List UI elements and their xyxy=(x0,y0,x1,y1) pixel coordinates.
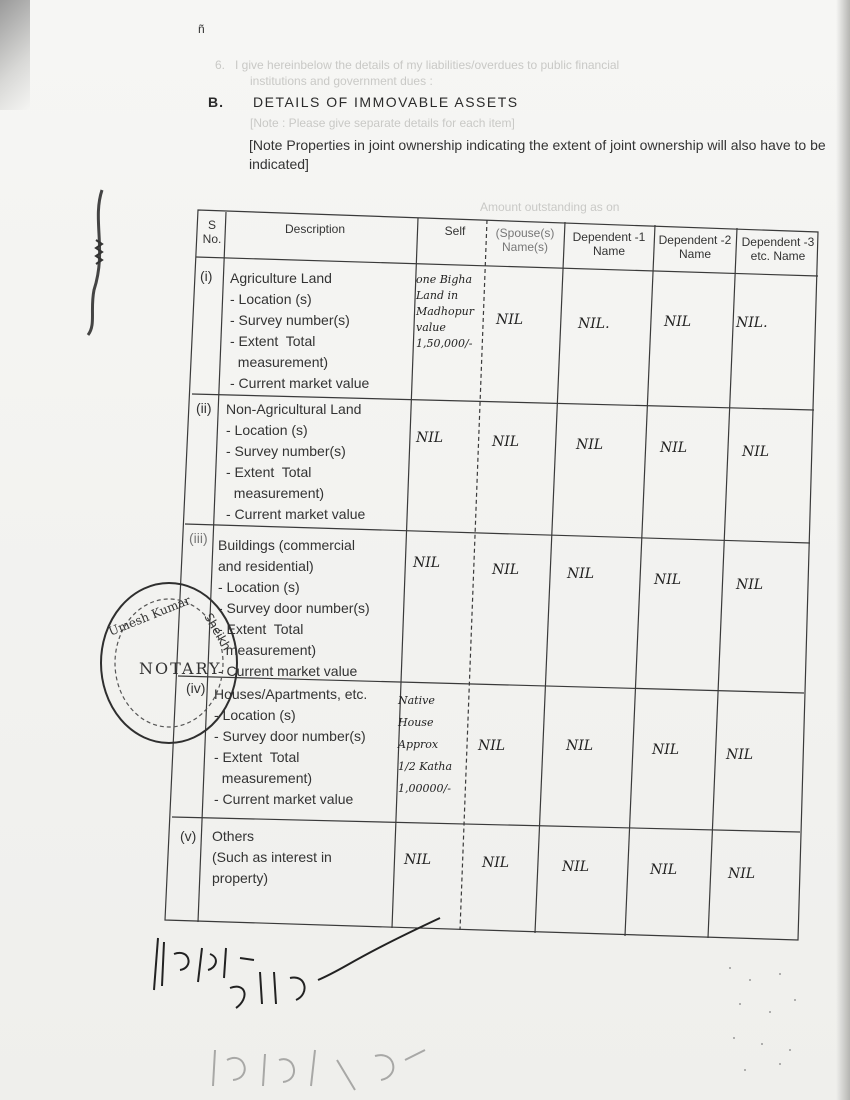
row-4-self: Native House Approx 1/2 Katha 1,00000/- xyxy=(398,694,453,795)
row-1-dependent-3: NIL. xyxy=(736,315,768,331)
stamp-side-text: Sheikh xyxy=(201,610,234,653)
faint-signature-mark xyxy=(205,1020,445,1100)
row-2-dependent-2: NIL xyxy=(660,440,688,456)
signature-mark xyxy=(150,908,450,1018)
bleed-through-text: 6. I give hereinbelow the details of my liabilities/overdues to public financial xyxy=(215,58,620,72)
row-5-dependent-1: NIL xyxy=(562,859,590,875)
section-note: [Note Properties in joint ownership indicating the extent of joint ownership will also have to be indicated] xyxy=(249,137,826,172)
notary-stamp xyxy=(95,578,243,748)
bleed-through-text: institutions and government dues : xyxy=(250,74,433,88)
row-2-dependent-1: NIL xyxy=(576,437,604,453)
row-5-sno: (v) xyxy=(180,828,197,844)
row-4-dependent-2: NIL xyxy=(652,742,680,758)
row-1-spouse: NIL xyxy=(496,312,524,328)
row-5-dependent-2: NIL xyxy=(650,862,678,878)
section-letter: B. xyxy=(208,94,224,110)
row-2-description: Non-Agricultural Land - Location (s) - Survey number(s) - Extent Total measurement) - Current market value xyxy=(226,401,366,522)
row-5-dependent-3: NIL xyxy=(728,866,756,882)
header-self: Self xyxy=(444,224,466,238)
row-3-self: NIL xyxy=(413,555,441,571)
row-2-dependent-3: NIL xyxy=(742,444,770,460)
row-1-self: one Bigha Land in Madhopur value 1,50,000/- xyxy=(416,273,474,350)
row-5-description: Others (Such as interest in property) xyxy=(212,828,332,886)
row-3-dependent-1: NIL xyxy=(567,566,595,582)
row-1-dependent-1: NIL. xyxy=(578,316,610,332)
page-corner-shadow xyxy=(0,0,30,110)
stamp-top-text: Umesh Kumar xyxy=(106,593,193,639)
header-dependent-1: Dependent -1 Name xyxy=(572,230,646,258)
row-1-description: Agriculture Land - Location (s) - Survey number(s) - Extent Total measurement) - Current market value xyxy=(230,270,370,391)
header-dependent-2: Dependent -2 Name xyxy=(658,233,732,261)
page-right-edge xyxy=(836,0,850,1100)
row-2-spouse: NIL xyxy=(492,434,520,450)
row-3-sno: (iii) xyxy=(189,530,208,546)
header-description: Description xyxy=(284,222,346,236)
row-4-sno: (iv) xyxy=(186,680,206,696)
row-1-sno: (i) xyxy=(200,268,213,284)
margin-mark xyxy=(82,180,112,340)
header-sno: S No. xyxy=(202,218,222,246)
row-5-spouse: NIL xyxy=(482,855,510,871)
row-3-dependent-3: NIL xyxy=(736,577,764,593)
scan-noise xyxy=(720,960,810,1080)
row-4-description: Houses/Apartments, etc. - Location (s) - Survey door number(s) - Extent Total measurement) - Current market value xyxy=(214,686,368,807)
bleed-through-text: [Note : Please give separate details for each item] xyxy=(250,116,515,130)
bleed-through-text: Amount outstanding as on xyxy=(480,200,620,214)
row-5-self: NIL xyxy=(404,852,432,868)
row-3-description: Buildings (commercial and residential) - Location (s) - Survey door number(s) - Extent Total measurement) - Current market value xyxy=(218,537,370,679)
header-spouse: (Spouse(s) Name(s) xyxy=(495,226,555,254)
row-2-self: NIL xyxy=(416,430,444,446)
header-dependent-3: Dependent -3 etc. Name xyxy=(741,235,815,263)
row-4-dependent-1: NIL xyxy=(566,738,594,754)
row-4-spouse: NIL xyxy=(478,738,506,754)
row-4-dependent-3: NIL xyxy=(726,747,754,763)
row-2-sno: (ii) xyxy=(196,400,212,416)
section-title: DETAILS OF IMMOVABLE ASSETS xyxy=(253,94,519,110)
row-1-dependent-2: NIL xyxy=(664,314,692,330)
top-mark: ñ xyxy=(198,22,205,36)
row-3-spouse: NIL xyxy=(492,562,520,578)
row-3-dependent-2: NIL xyxy=(654,572,682,588)
stamp-middle-text: NOTARY xyxy=(139,659,222,678)
